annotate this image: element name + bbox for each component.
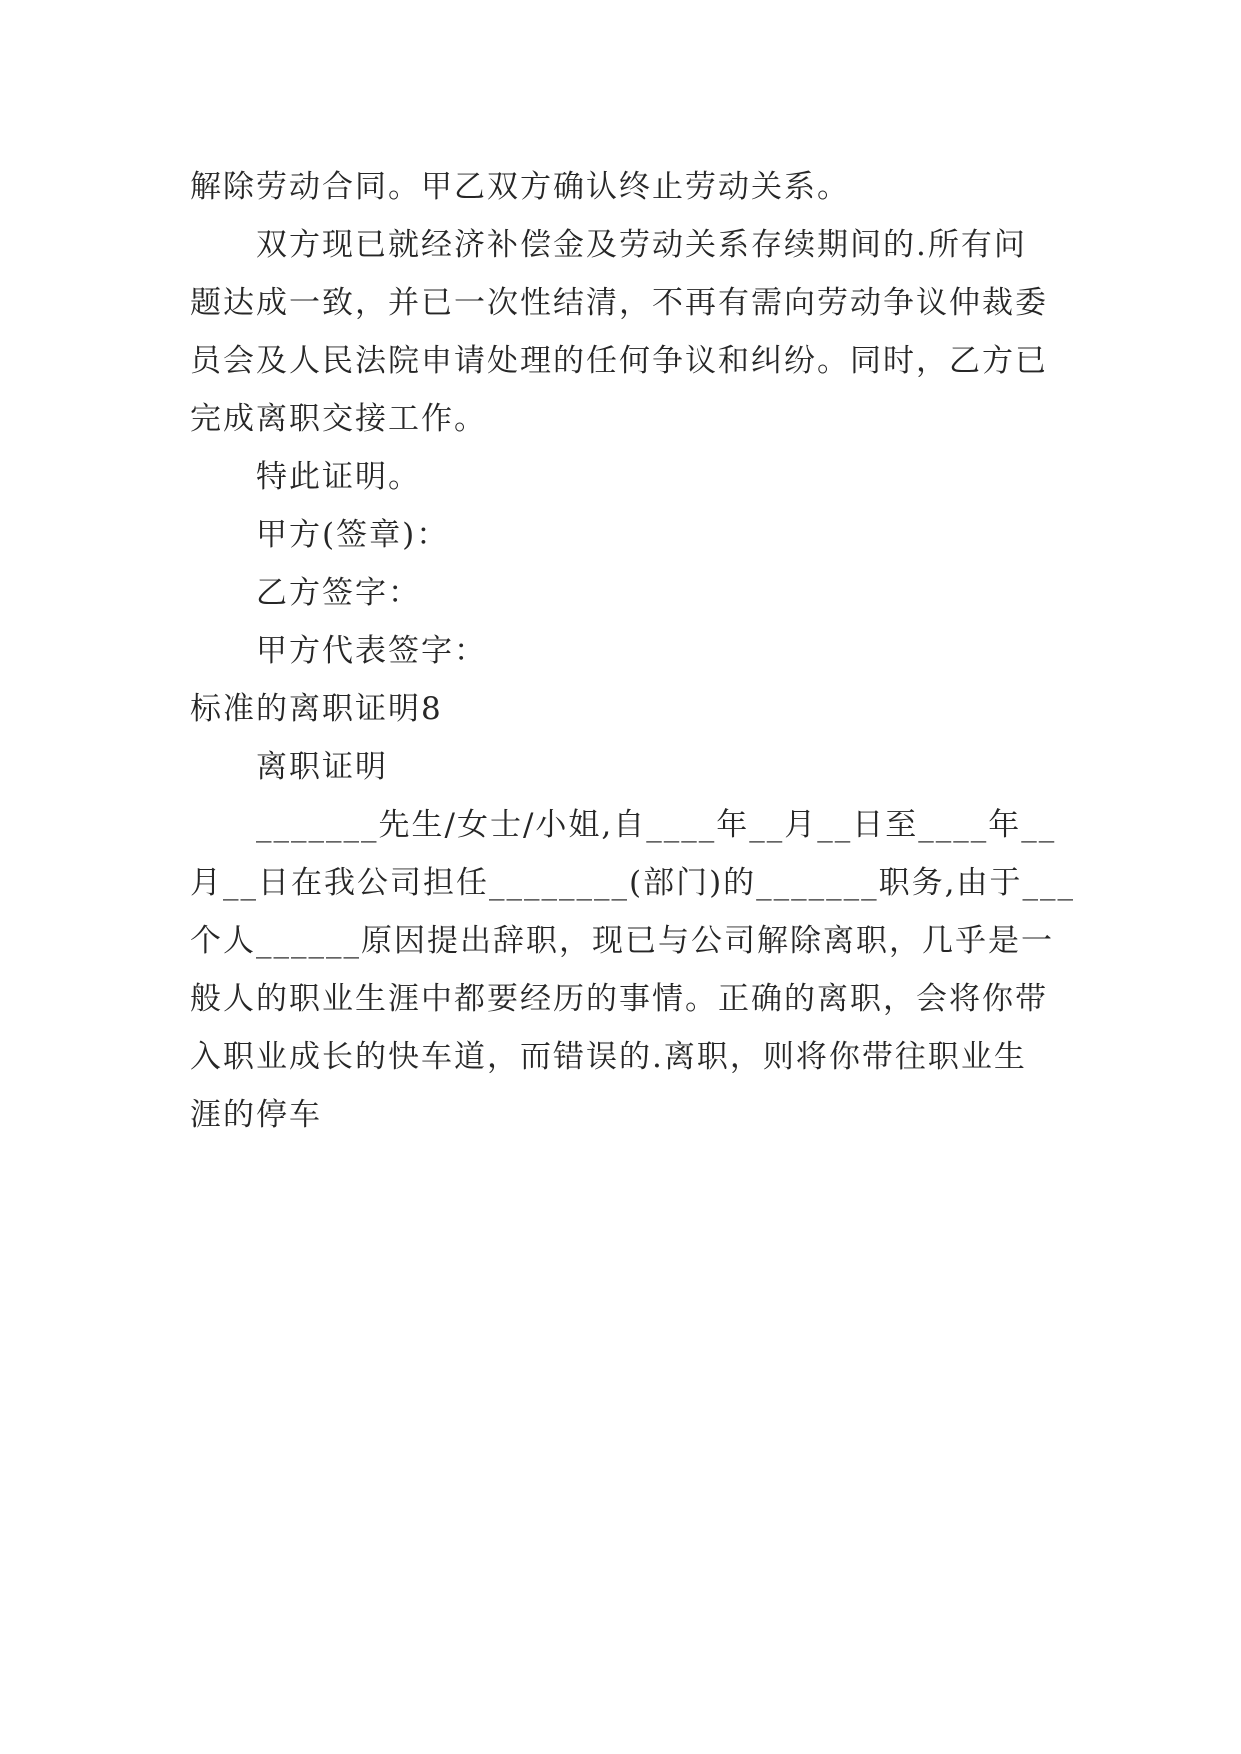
paragraph-line: 员会及人民法院申请处理的任何争议和纠纷。同时，乙方已 — [190, 343, 1048, 379]
certification-statement: 特此证明。 — [256, 459, 421, 495]
certificate-line: _______先生/女士/小姐,自____年__月__日至____年__ — [256, 807, 1057, 843]
party-b-signature-label: 乙方签字： — [256, 575, 421, 611]
paragraph-line: 双方现已就经济补偿金及劳动关系存续期间的.所有问 — [256, 227, 1027, 263]
certificate-line: 入职业成长的快车道，而错误的.离职，则将你带往职业生 — [190, 1039, 1027, 1075]
certificate-line: 月__日在我公司担任________(部门)的_______职务,由于___ — [190, 865, 1076, 901]
party-a-representative-signature-label: 甲方代表签字： — [256, 633, 487, 669]
section-title: 标准的离职证明8 — [190, 691, 443, 727]
document-body — [190, 158, 1076, 1144]
paragraph-line: 题达成一致，并已一次性结清，不再有需向劳动争议仲裁委 — [190, 285, 1048, 321]
paragraph-line: 解除劳动合同。甲乙双方确认终止劳动关系。 — [190, 169, 850, 205]
certificate-line: 般人的职业生涯中都要经历的事情。正确的离职，会将你带 — [190, 981, 1048, 1017]
party-a-seal-label: 甲方(签章)： — [256, 517, 450, 553]
certificate-title: 离职证明 — [256, 749, 388, 785]
paragraph-line: 完成离职交接工作。 — [190, 401, 487, 437]
certificate-line: 个人______原因提出辞职，现已与公司解除离职，几乎是一 — [190, 923, 1054, 959]
certificate-line: 涯的停车 — [190, 1097, 322, 1133]
